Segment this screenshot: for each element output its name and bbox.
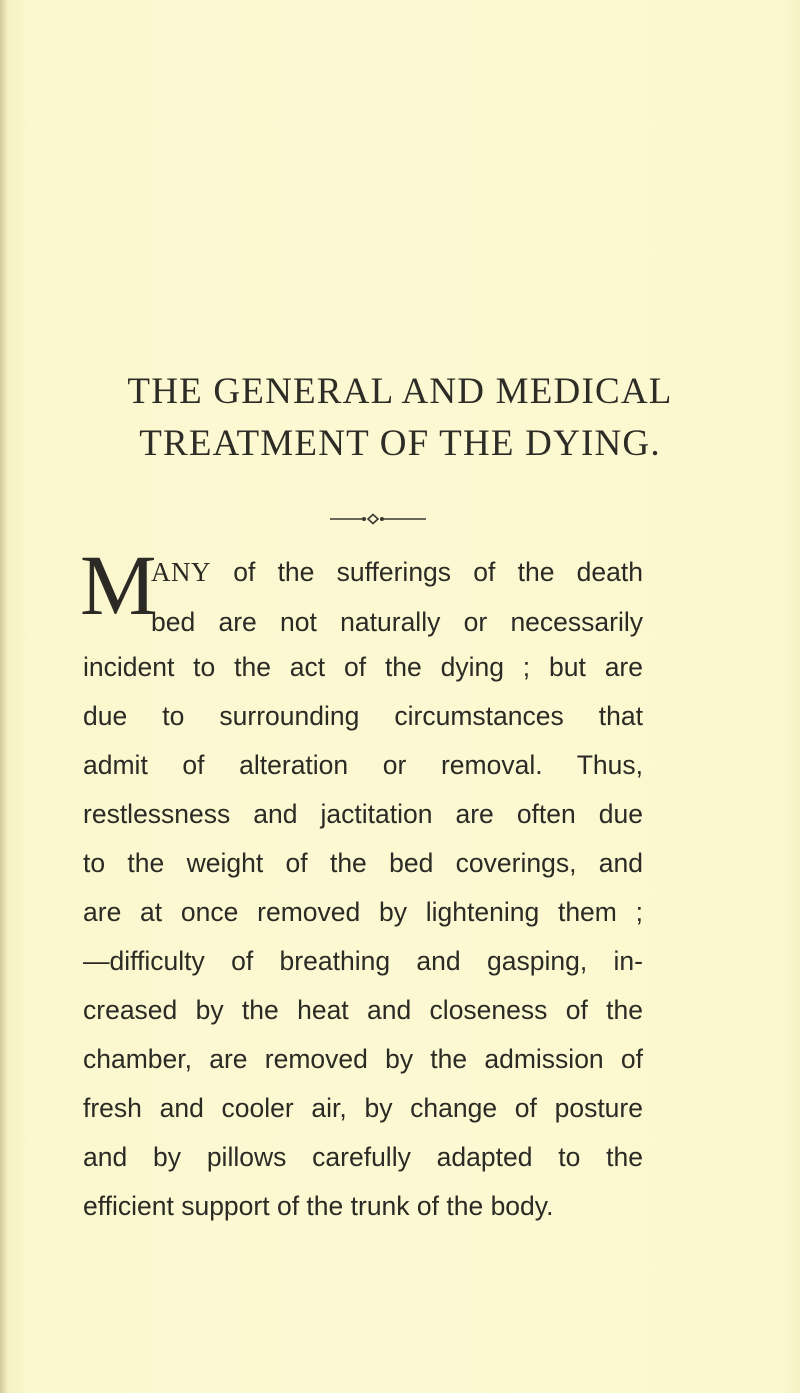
paragraph-line: fresh and cooler air, by change of posture [83, 1093, 643, 1123]
section-divider-ornament-icon [330, 512, 426, 526]
paragraph-line: —difficulty of breathing and gasping, in- [83, 946, 643, 976]
paragraph-line-last: efficient support of the trunk of the body. [83, 1191, 554, 1221]
paragraph-first-line [151, 554, 643, 590]
paragraph-line: restlessness and jactitation are often due [83, 799, 643, 829]
first-word-small-caps: ANY [151, 557, 211, 587]
paragraph-line: are at once removed by lightening them ; [83, 897, 643, 927]
paragraph-line: due to surrounding circumstances that [83, 701, 643, 731]
paragraph-line: admit of alteration or removal. Thus, [83, 750, 643, 780]
paragraph-line: to the weight of the bed coverings, and [83, 848, 643, 878]
paragraph-line: chamber, are removed by the admission of [83, 1044, 643, 1074]
drop-cap-letter: M [80, 537, 157, 633]
page-gutter-shadow [0, 0, 8, 1393]
paragraph-line: and by pillows carefully adapted to the [83, 1142, 643, 1172]
paragraph-line: bed are not naturally or necessarily [151, 607, 643, 637]
paragraph-line: incident to the act of the dying ; but are [83, 652, 643, 682]
chapter-title-line-1: THE GENERAL AND MEDICAL [127, 371, 673, 412]
first-line-remainder: of the sufferings of the death [211, 557, 643, 587]
chapter-title-line-2: TREATMENT OF THE DYING. [139, 423, 661, 464]
paragraph-line: creased by the heat and closeness of the [83, 995, 643, 1025]
